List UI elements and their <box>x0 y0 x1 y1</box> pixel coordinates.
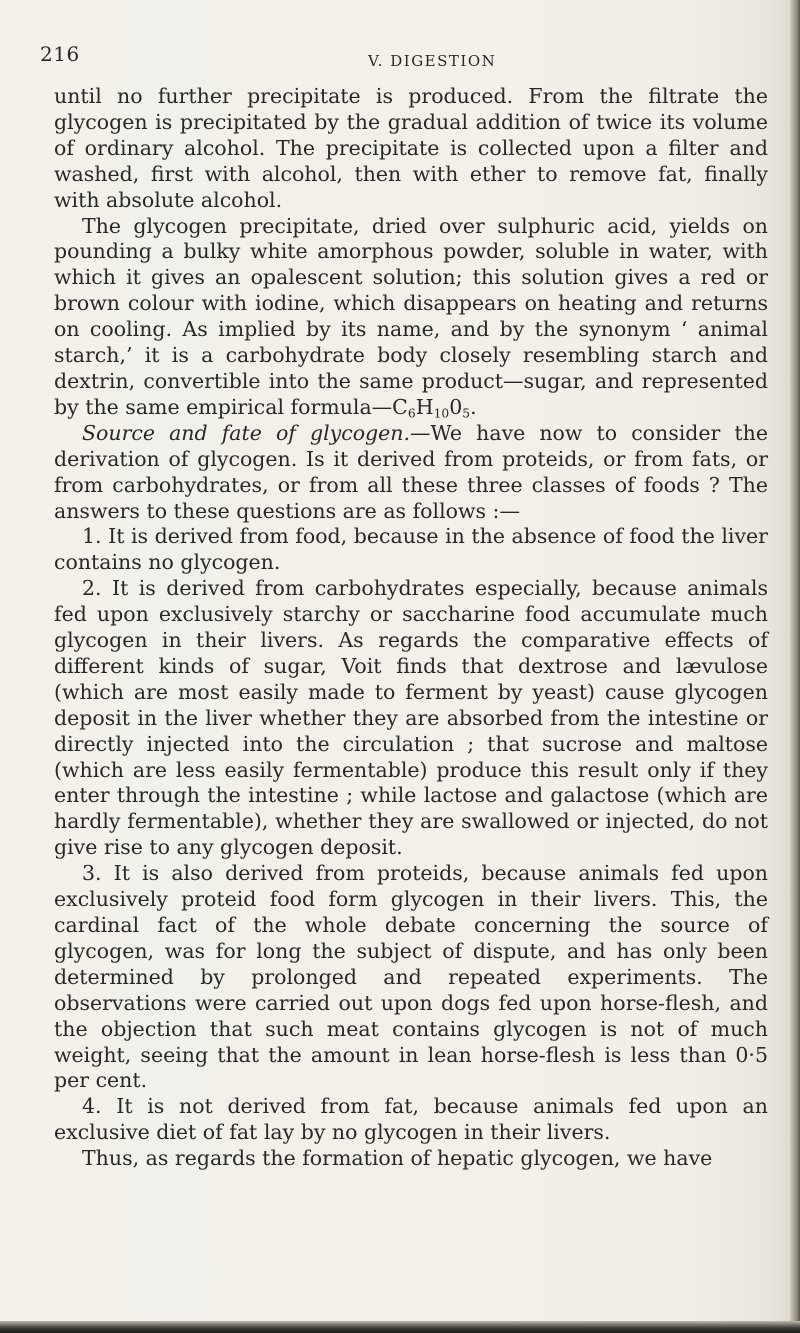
paragraph-source-and-fate <box>54 421 768 525</box>
text-block <box>54 84 768 1172</box>
section-heading: Source and fate of glycogen. <box>82 420 411 445</box>
list-item-2: 2. It is derived from carbohydrates especially, because animals fed upon exclusively starchy or saccharine food accumulate much glycogen in their livers. As regards the comparative effects of different kinds of sugar, Voit finds that dextrose and lævulose (which are most easily made to ferment by yeast) cause glycogen deposit in the liver whether they are absorbed from the intestine or directly injected into the circulation ; that sucrose and maltose (which are less easily fermentable) produce this result only if they enter through the intestine ; while lactose and galactose (which are hardly fermentable), whether they are swallowed or injected, do not give rise to any glycogen deposit. <box>54 576 768 860</box>
page-edge-shadow-bottom <box>0 1321 800 1333</box>
list-item-1: 1. It is derived from food, because in the absence of food the liver contains no glycogen. <box>54 524 768 575</box>
source-and-fate-text: —We have now to consider the derivation of glycogen. Is it derived from proteids, or from fats, or from carbohydrates, or from all these three classes of foods ? The answers to these questions are as follows :— <box>54 420 768 523</box>
running-head: V. DIGESTION <box>368 52 497 70</box>
list-item-4: 4. It is not derived from fat, because animals fed upon an exclusive diet of fat lay by no glycogen in their livers. <box>54 1094 768 1145</box>
paragraph-glycogen-precipitation: until no further precipitate is produced. From the filtrate the glycogen is precipitated by the gradual addition of twice its volume of ordinary alcohol. The precipitate is collected upon a filter and washed, first with alcohol, then with ether to remove fat, finally with absolute alcohol. <box>54 84 768 212</box>
glycogen-properties-text: The glycogen precipitate, dried over sulphuric acid, yields on pounding a bulky white amorphous powder, soluble in water, with which it gives an opalescent solution; this solution gives a red or brown colour with iodine, which disappears on heating and returns on cooling. As implied by its name, and by the synonym ‘ animal starch,’ it is a carbohydrate body closely resembling starch and dextrin, convertible into the same product—sugar, and represented by the same empirical formula— <box>54 213 768 419</box>
page-number: 216 <box>40 42 80 66</box>
paragraph-conclusion: Thus, as regards the formation of hepatic glycogen, we have <box>82 1146 713 1171</box>
empirical-formula: $C_6H_{10}0_5$. <box>392 394 477 421</box>
list-item-3: 3. It is also derived from proteids, because animals fed upon exclusively proteid food form glycogen in their livers. This, the cardinal fact of the whole debate concerning the source of glycogen, was for long the subject of dispute, and has only been determined by prolonged and repeated experiments. The observations were carried out upon dogs fed upon horse-flesh, and the objection that such meat contains glycogen is not of much weight, seeing that the amount in lean horse-flesh is less than 0·5 per cent. <box>54 861 768 1093</box>
paragraph-glycogen-properties <box>54 214 768 421</box>
page-edge-shadow-right <box>790 0 800 1333</box>
